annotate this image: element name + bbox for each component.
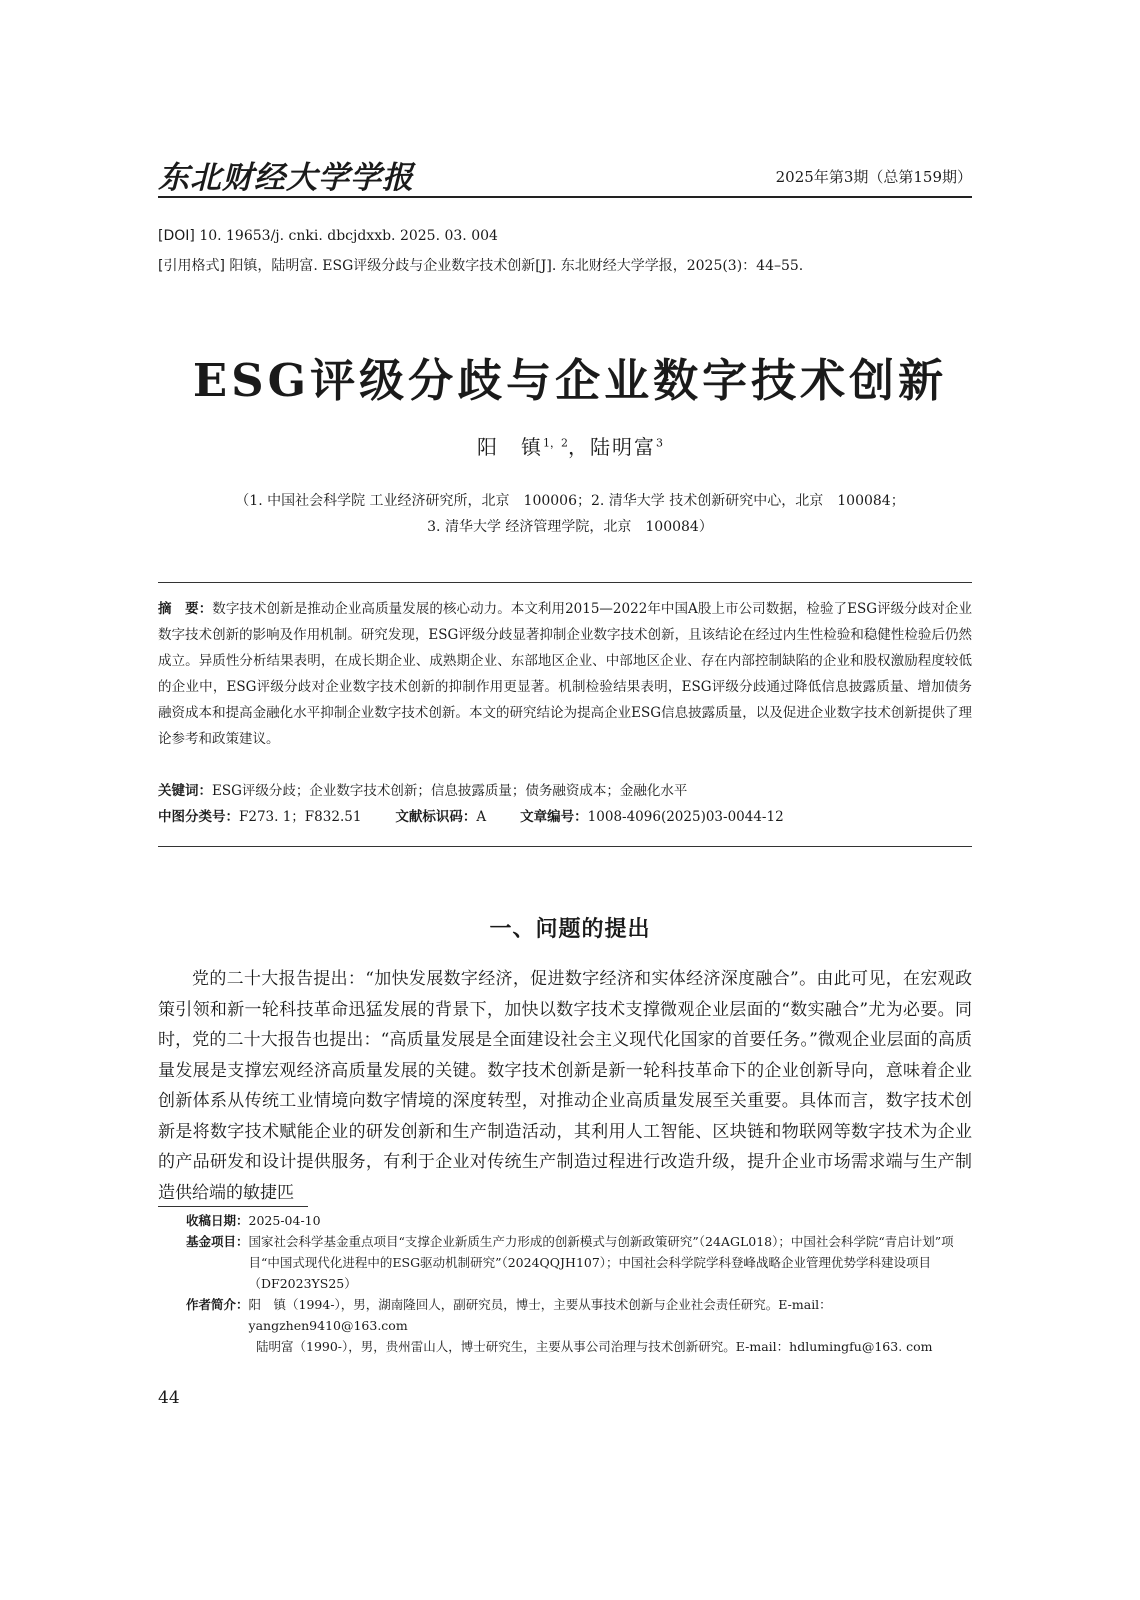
- abstract-text: 数字技术创新是推动企业高质量发展的核心动力。本文利用2015—2022年中国A股上市公司数据，检验了ESG评级分歧对企业数字技术创新的影响及作用机制。研究发现，ESG评级分歧显著抑制企业数字技术创新，且该结论在经过内生性检验和稳健性检验后仍然成立。异质性分析结果表明，在成长期企业、成熟期企业、东部地区企业、中部地区企业、存在内部控制缺陷的企业和股权激励程度较低的企业中，ESG评级分歧对企业数字技术创新的抑制作用更显著。机制检验结果表明，ESG评级分歧通过降低信息披露质量、增加债务融资成本和提高金融化水平抑制企业数字技术创新。本文的研究结论为提高企业ESG信息披露质量，以及促进企业数字技术创新提供了理论参考和政策建议。: [158, 601, 972, 747]
- abstract-bottom-rule: [158, 846, 972, 847]
- paper-title: ESG评级分歧与企业数字技术创新: [192, 354, 948, 407]
- clc-value: F273. 1；F832.51: [239, 809, 362, 825]
- keywords-text: ESG评级分歧；企业数字技术创新；信息披露质量；债务融资成本；金融化水平: [212, 783, 688, 799]
- citation-value: 阳镇，陆明富. ESG评级分歧与企业数字技术创新[J]. 东北财经大学学报，2025(3)：44–55.: [229, 258, 804, 274]
- footnote-bio: [186, 1294, 972, 1336]
- classification: [158, 805, 972, 825]
- issue-info: 2025年第3期（总第159期）: [775, 168, 972, 186]
- footnote-fund: [186, 1231, 972, 1294]
- keywords: [158, 779, 972, 799]
- header-rule: [158, 196, 972, 198]
- bio-author-2: 陆明富（1990-），男，贵州雷山人，博士研究生，主要从事公司治理与技术创新研究。E-mail：hdlumingfu@163. com: [256, 1339, 933, 1354]
- article-no-value: 1008-4096(2025)03-0044-12: [587, 809, 784, 825]
- bio-author-1: 阳 镇（1994-），男，湖南隆回人，副研究员，博士，主要从事技术创新与企业社会责任研究。E-mail：yangzhen9410@163.com: [248, 1297, 832, 1333]
- doc-code-value: A: [476, 809, 487, 825]
- abstract: [158, 596, 972, 752]
- citation-label: [引用格式]: [158, 258, 225, 274]
- fund-label: 基金项目：: [186, 1234, 249, 1249]
- footnotes: [186, 1210, 972, 1357]
- affiliation-line-2: 3. 清华大学 经济管理学院，北京 100084）: [427, 519, 713, 535]
- page-number: 44: [158, 1388, 180, 1408]
- author-2-affil: 3: [656, 436, 663, 450]
- bio-label: 作者简介：: [186, 1297, 249, 1312]
- abstract-label: 摘 要：: [158, 601, 213, 617]
- author-2: 陆明富: [590, 435, 656, 459]
- author-1: 阳 镇: [477, 435, 543, 459]
- article-no-label: 文章编号：: [520, 809, 588, 825]
- author-separator: ，: [568, 435, 590, 459]
- doc-code-label: 文献标识码：: [395, 809, 477, 825]
- doi-value: 10. 19653/j. cnki. dbcjdxxb. 2025. 03. 004: [199, 228, 498, 244]
- body-paragraph: 党的二十大报告提出：“加快发展数字经济，促进数字经济和实体经济深度融合”。由此可见，在宏观政策引领和新一轮科技革命迅猛发展的背景下，加快以数字技术支撑微观企业层面的“数实融合”尤为必要。同时，党的二十大报告也提出：“高质量发展是全面建设社会主义现代化国家的首要任务。”微观企业层面的高质量发展是支撑宏观经济高质量发展的关键。数字技术创新是新一轮科技革命下的企业创新导向，意味着企业创新体系从传统工业情境向数字情境的深度转型，对推动企业高质量发展至关重要。具体而言，数字技术创新是将数字技术赋能企业的研发创新和生产制造活动，其利用人工智能、区块链和物联网等数字技术为企业的产品研发和设计提供服务，有利于企业对传统生产制造过程进行改造升级，提升企业市场需求端与生产制造供给端的敏捷匹: [158, 969, 972, 1203]
- affiliation-line-1: （1. 中国社会科学院 工业经济研究所，北京 100006；2. 清华大学 技术创新研究中心，北京 100084；: [235, 493, 905, 509]
- abstract-top-rule: [158, 582, 972, 583]
- author-1-affil: 1，2: [543, 436, 568, 450]
- doi-line: [158, 228, 498, 244]
- clc-label: 中图分类号：: [158, 809, 239, 825]
- received-value: 2025-04-10: [248, 1213, 321, 1228]
- footnote-received: [186, 1210, 972, 1231]
- section-title: 一、问题的提出: [489, 917, 651, 942]
- footnote-rule: [158, 1206, 308, 1207]
- keywords-label: 关键词：: [158, 783, 212, 799]
- received-label: 收稿日期：: [186, 1213, 249, 1228]
- authors: [0, 431, 1140, 460]
- doi-label: [DOI]: [158, 228, 195, 244]
- journal-name: 东北财经大学学报: [158, 160, 414, 196]
- citation-line: [158, 255, 803, 275]
- fund-value: 国家社会科学基金重点项目“支撑企业新质生产力形成的创新模式与创新政策研究”（24AGL018）；中国社会科学院“青启计划”项目“中国式现代化进程中的ESG驱动机制研究”（2024QQJH107）；中国社会科学院学科登峰战略企业管理优势学科建设项目（DF2023YS25）: [248, 1234, 954, 1291]
